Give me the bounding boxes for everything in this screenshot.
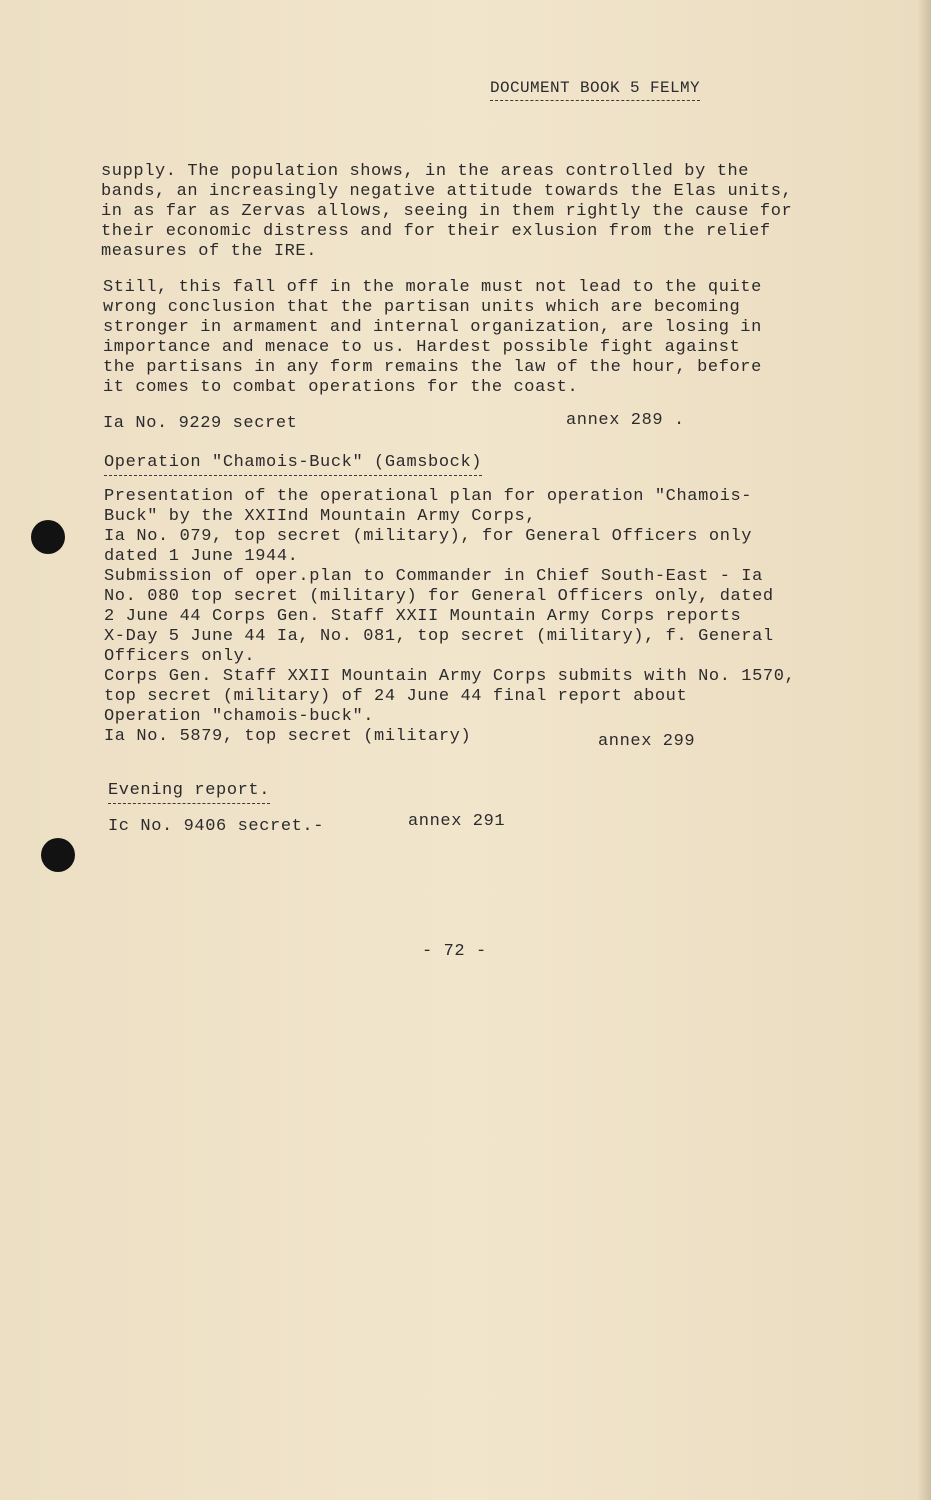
annex-reference: annex 289 . bbox=[566, 411, 685, 430]
evening-report-heading: Evening report. bbox=[108, 781, 270, 804]
operation-line: Corps Gen. Staff XXII Mountain Army Corps submits with No. 1570, bbox=[104, 667, 796, 686]
punch-hole-top bbox=[31, 520, 65, 554]
operation-last-reference: Ia No. 5879, top secret (military) bbox=[104, 727, 472, 746]
evening-report-number: Ic No. 9406 secret.- bbox=[108, 817, 325, 836]
operation-line: Presentation of the operational plan for operation "Chamois- bbox=[104, 487, 753, 506]
operation-line: No. 080 top secret (military) for General Officers only, dated bbox=[104, 587, 774, 606]
annex-reference: annex 291 bbox=[408, 812, 506, 831]
paragraph1-line: their economic distress and for their exlusion from the relief bbox=[101, 222, 771, 241]
annex-reference: annex 299 bbox=[598, 732, 696, 751]
page-number: - 72 - bbox=[422, 942, 487, 961]
operation-line: Ia No. 079, top secret (military), for General Officers only bbox=[104, 527, 753, 546]
paragraph2-line: importance and menace to us. Hardest possible fight against bbox=[103, 338, 741, 357]
document-header: DOCUMENT BOOK 5 FELMY bbox=[490, 78, 700, 101]
punch-hole-bottom bbox=[41, 838, 75, 872]
operation-line: top secret (military) of 24 June 44 final report about bbox=[104, 687, 688, 706]
operation-line: Operation "chamois-buck". bbox=[104, 707, 375, 726]
operation-line: Officers only. bbox=[104, 647, 256, 666]
paragraph2-line: the partisans in any form remains the law of the hour, before bbox=[103, 358, 762, 377]
operation-heading: Operation "Chamois-Buck" (Gamsbock) bbox=[104, 453, 482, 476]
reference-number: Ia No. 9229 secret bbox=[103, 414, 298, 433]
operation-line: dated 1 June 1944. bbox=[104, 547, 299, 566]
operation-line: Buck" by the XXIInd Mountain Army Corps, bbox=[104, 507, 537, 526]
paragraph2-line: it comes to combat operations for the coast. bbox=[103, 378, 579, 397]
operation-line: X-Day 5 June 44 Ia, No. 081, top secret (military), f. General bbox=[104, 627, 774, 646]
paragraph1-line: bands, an increasingly negative attitude towards the Elas units, bbox=[101, 182, 793, 201]
paragraph1-line: in as far as Zervas allows, seeing in them rightly the cause for bbox=[101, 202, 793, 221]
paragraph2-line: Still, this fall off in the morale must not lead to the quite bbox=[103, 278, 762, 297]
operation-line: 2 June 44 Corps Gen. Staff XXII Mountain Army Corps reports bbox=[104, 607, 742, 626]
page-edge-shadow bbox=[917, 0, 931, 1500]
paragraph2-line: wrong conclusion that the partisan units which are becoming bbox=[103, 298, 741, 317]
paragraph2-line: stronger in armament and internal organization, are losing in bbox=[103, 318, 762, 337]
operation-line: Submission of oper.plan to Commander in Chief South-East - Ia bbox=[104, 567, 763, 586]
paragraph1-line: supply. The population shows, in the areas controlled by the bbox=[101, 162, 750, 181]
paragraph1-line: measures of the IRE. bbox=[101, 242, 318, 261]
